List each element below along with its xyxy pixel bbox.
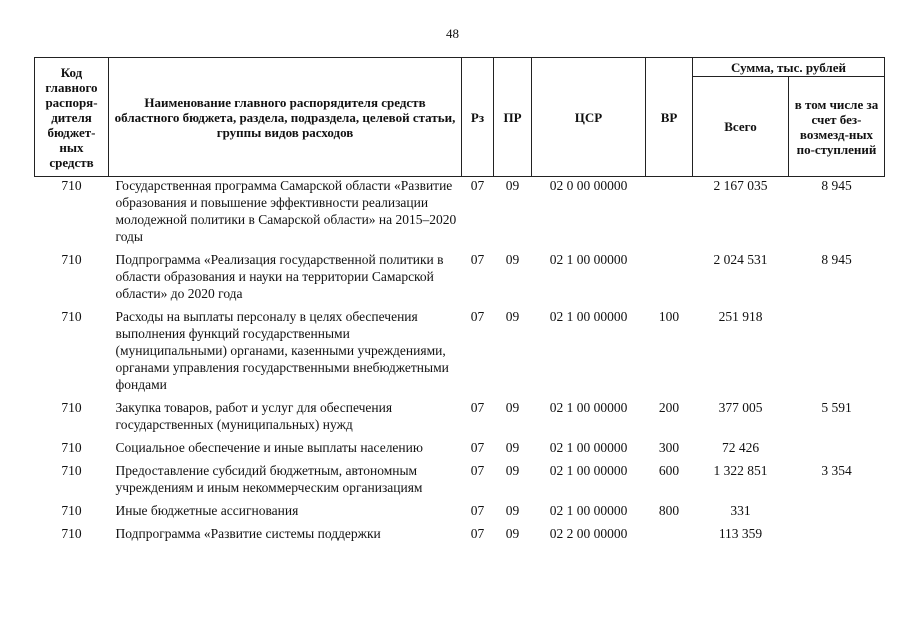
header-rz: Рз <box>462 58 494 177</box>
cell-code: 710 <box>61 526 82 541</box>
cell-code: 710 <box>61 463 82 478</box>
cell-code: 710 <box>61 503 82 518</box>
cell-csr: 02 1 00 00000 <box>549 252 628 267</box>
header-non-repayable: в том числе за счет без-возмезд-ных по-ступлений <box>789 77 885 177</box>
cell-name: Подпрограмма «Развитие системы поддержки <box>115 526 381 541</box>
cell-csr: 02 1 00 00000 <box>549 440 628 455</box>
cell-csr: 02 2 00 00000 <box>549 526 628 541</box>
cell-csr: 02 1 00 00000 <box>549 503 628 518</box>
cell-vr: 600 <box>658 463 680 478</box>
cell-vr: 200 <box>658 400 680 415</box>
cell-code: 710 <box>61 252 82 267</box>
cell-non-repayable: 8 945 <box>821 252 852 267</box>
cell-vr: 300 <box>658 440 680 455</box>
header-pr: ПР <box>494 58 532 177</box>
header-vr: ВР <box>646 58 693 177</box>
table-body <box>35 177 885 545</box>
budget-table <box>34 57 885 544</box>
table-row <box>35 177 885 248</box>
header-sum-group: Сумма, тыс. рублей <box>693 58 885 77</box>
table-row <box>35 521 885 544</box>
cell-name: Социальное обеспечение и иные выплаты населению <box>115 440 423 455</box>
cell-total: 251 918 <box>718 309 763 324</box>
table-row <box>35 304 885 395</box>
cell-vr: 100 <box>658 309 680 324</box>
cell-total: 2 024 531 <box>713 252 768 267</box>
cell-pr: 09 <box>505 400 520 415</box>
cell-vr <box>646 177 693 248</box>
page-number: 48 <box>446 26 459 41</box>
cell-total: 377 005 <box>718 400 763 415</box>
cell-rz: 07 <box>470 440 485 455</box>
cell-code: 710 <box>61 309 82 324</box>
cell-total: 331 <box>730 503 751 518</box>
cell-vr <box>646 247 693 304</box>
cell-csr: 02 1 00 00000 <box>549 400 628 415</box>
table-row <box>35 395 885 435</box>
cell-pr: 09 <box>505 463 520 478</box>
cell-name: Подпрограмма «Реализация государственной политики в области образования и науки на территории Самарской области» до 2020 года <box>115 252 444 301</box>
cell-rz: 07 <box>470 400 485 415</box>
cell-pr: 09 <box>505 309 520 324</box>
cell-code: 710 <box>61 400 82 415</box>
cell-non-repayable <box>789 498 885 521</box>
cell-pr: 09 <box>505 526 520 541</box>
cell-csr: 02 0 00 00000 <box>549 178 628 193</box>
cell-rz: 07 <box>470 178 485 193</box>
cell-non-repayable: 8 945 <box>821 178 852 193</box>
cell-name: Расходы на выплаты персоналу в целях обеспечения выполнения функций государственными (муниципальными) органами, казенными учреждениями, органами управления государственными внебюджетными фондами <box>115 309 449 392</box>
cell-non-repayable: 3 354 <box>821 463 852 478</box>
cell-code: 710 <box>61 440 82 455</box>
header-name: Наименование главного распорядителя средств областного бюджета, раздела, подраздела, целевой статьи, группы видов расходов <box>109 58 462 177</box>
cell-rz: 07 <box>470 503 485 518</box>
cell-csr: 02 1 00 00000 <box>549 309 628 324</box>
table-header <box>35 58 885 177</box>
cell-pr: 09 <box>505 178 520 193</box>
cell-name: Закупка товаров, работ и услуг для обеспечения государственных (муниципальных) нужд <box>115 400 393 432</box>
table-row <box>35 247 885 304</box>
cell-name: Государственная программа Самарской области «Развитие образования и повышение эффективности реализации молодежной политики в Самарской области» на 2015–2020 годы <box>115 178 457 244</box>
cell-pr: 09 <box>505 503 520 518</box>
table-row <box>35 498 885 521</box>
cell-non-repayable: 5 591 <box>821 400 852 415</box>
cell-rz: 07 <box>470 463 485 478</box>
header-csr: ЦСР <box>532 58 646 177</box>
cell-csr: 02 1 00 00000 <box>549 463 628 478</box>
cell-total: 1 322 851 <box>713 463 768 478</box>
cell-non-repayable <box>789 521 885 544</box>
cell-pr: 09 <box>505 252 520 267</box>
cell-non-repayable <box>789 304 885 395</box>
cell-total: 72 426 <box>721 440 760 455</box>
header-total: Всего <box>693 77 789 177</box>
cell-rz: 07 <box>470 526 485 541</box>
header-code: Код главного распоря-дителя бюджет-ных средств <box>35 58 109 177</box>
cell-rz: 07 <box>470 252 485 267</box>
cell-rz: 07 <box>470 309 485 324</box>
cell-vr: 800 <box>658 503 680 518</box>
cell-total: 2 167 035 <box>713 178 768 193</box>
cell-name: Иные бюджетные ассигнования <box>115 503 299 518</box>
cell-vr <box>646 521 693 544</box>
cell-name: Предоставление субсидий бюджетным, автономным учреждениям и иным некоммерческим организациям <box>115 463 423 495</box>
cell-code: 710 <box>61 178 82 193</box>
table-row <box>35 458 885 498</box>
table-row <box>35 435 885 458</box>
cell-total: 113 359 <box>718 526 763 541</box>
cell-non-repayable <box>789 435 885 458</box>
cell-pr: 09 <box>505 440 520 455</box>
